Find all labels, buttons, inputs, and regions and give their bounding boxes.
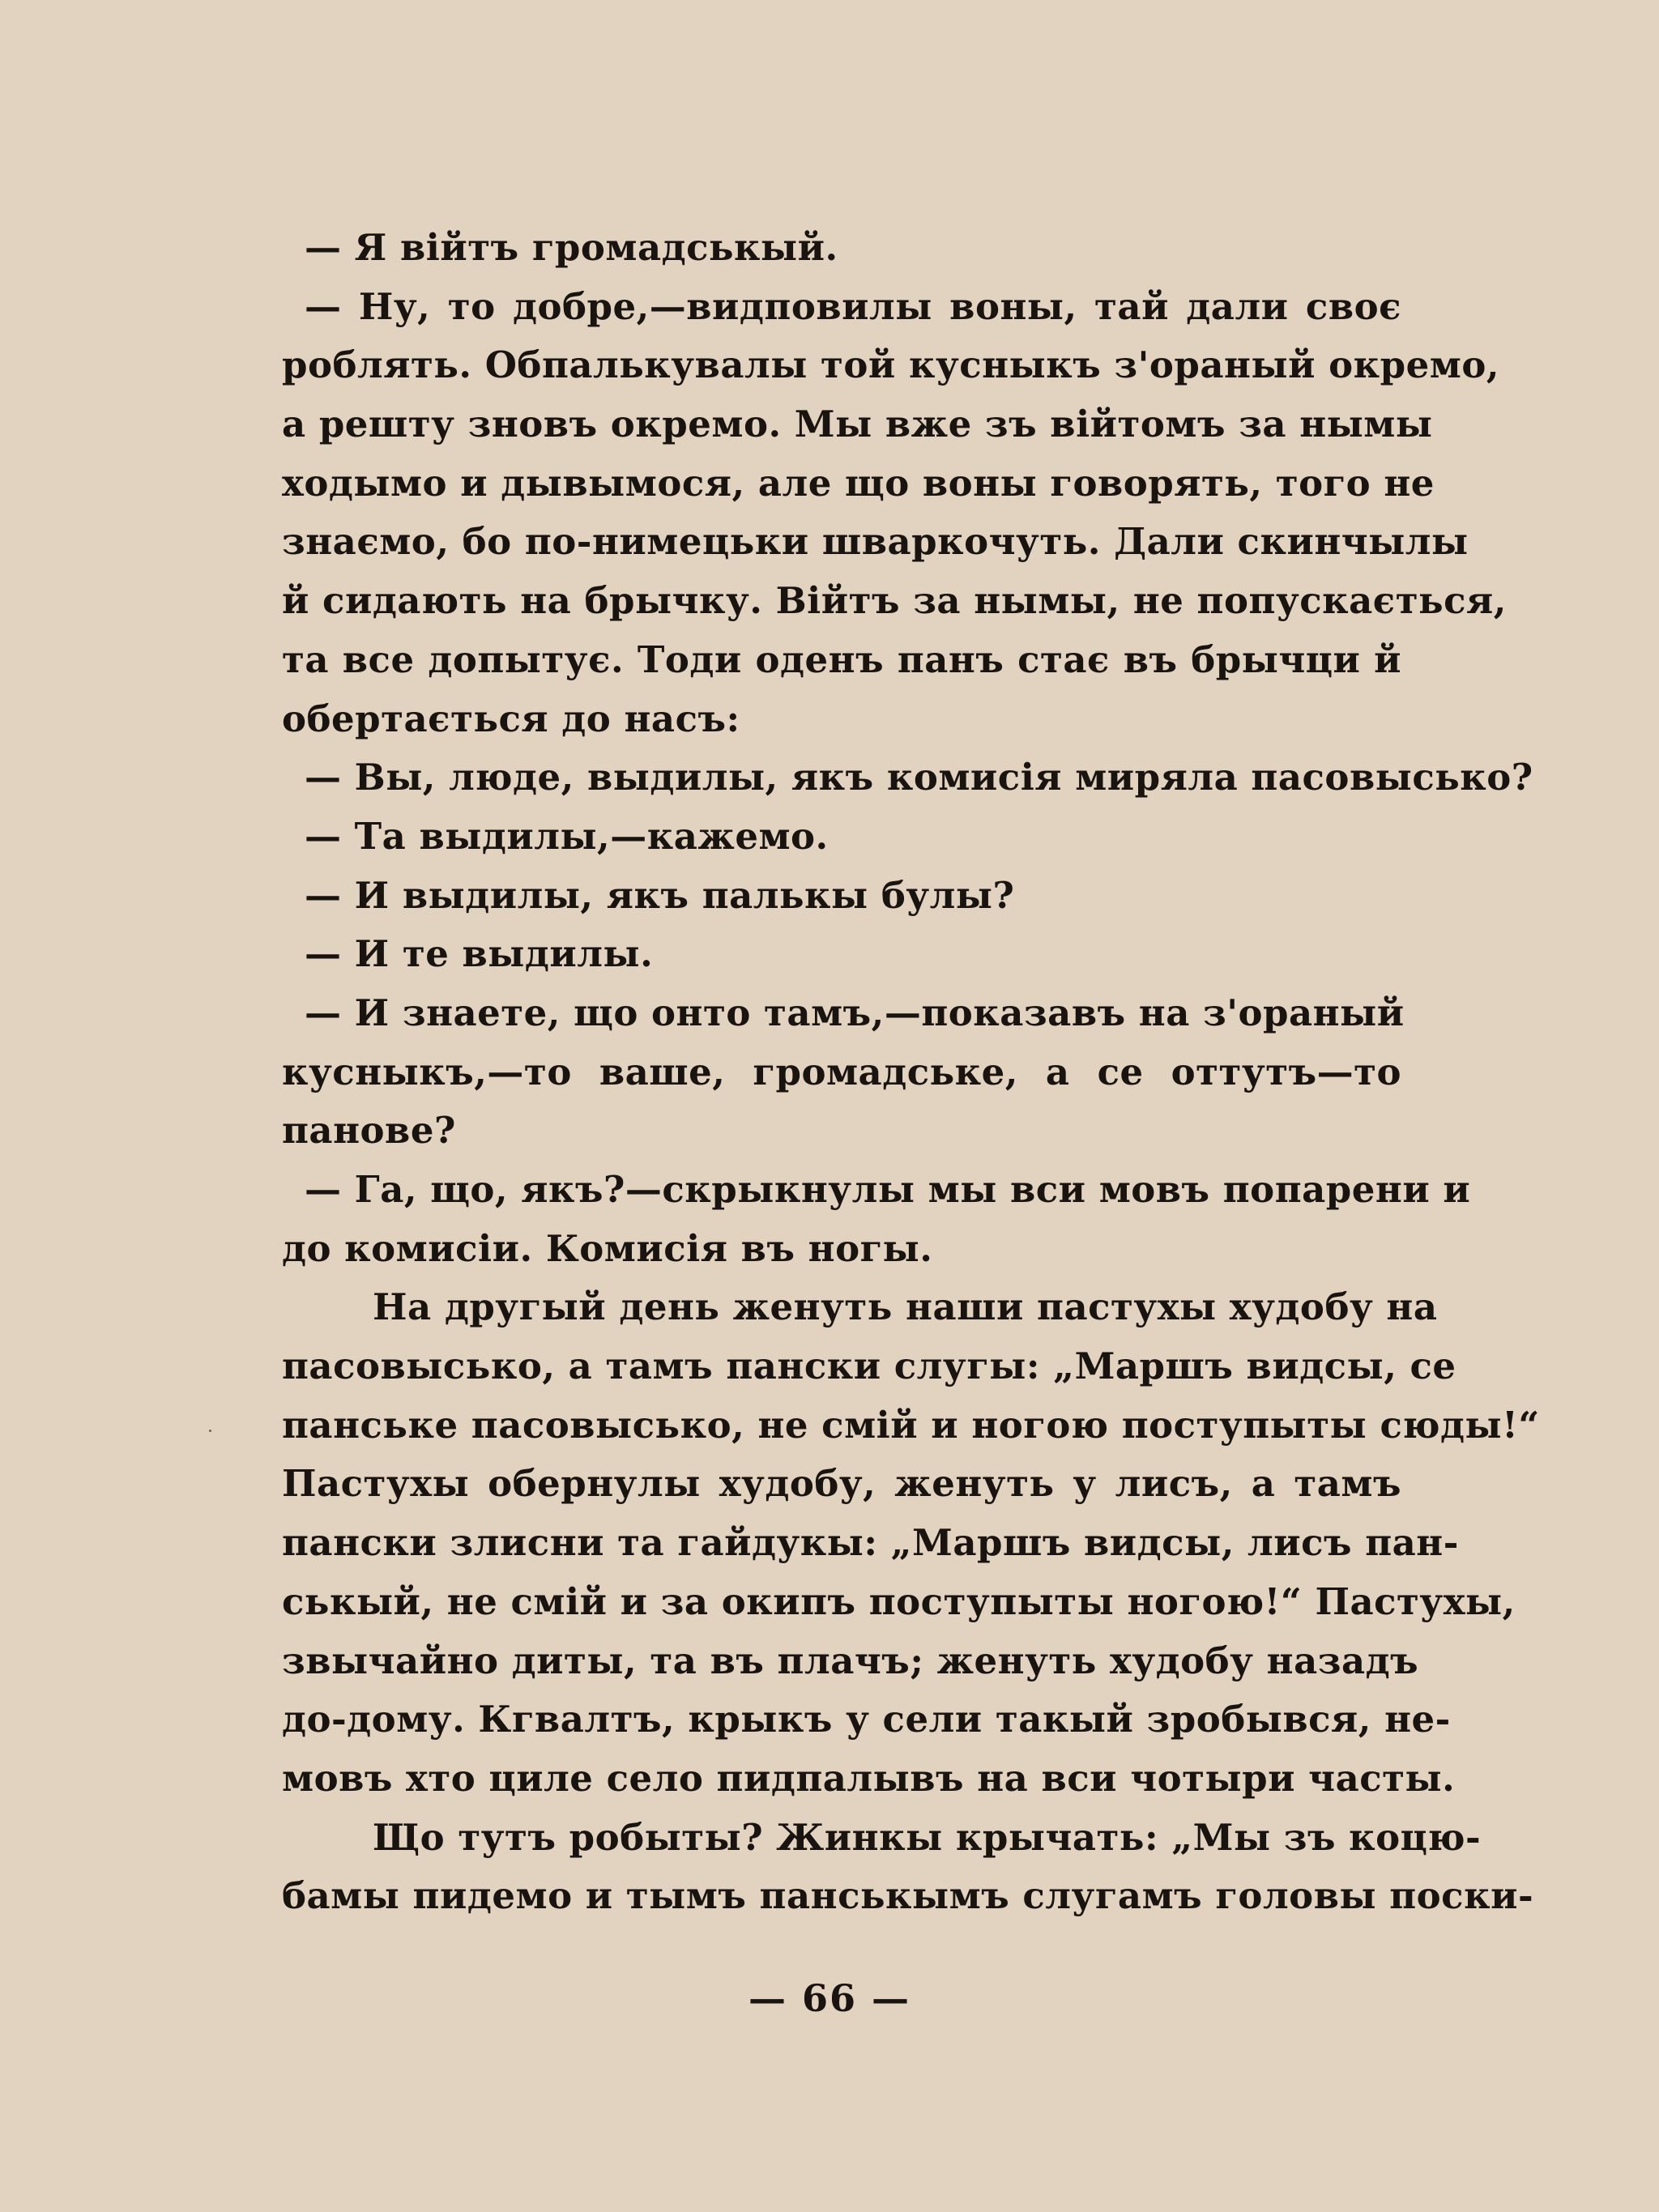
- text-line: ськый, не смій и за окипъ поступыты ногою!“ Пастухы,: [282, 1579, 1516, 1623]
- text-line: — Га, що, якъ?—скрыкнулы мы вси мовъ попарени и: [305, 1168, 1471, 1211]
- text-line: мовъ хто циле село пидпалывъ на вси чотыри часты.: [282, 1756, 1456, 1800]
- text-line: й сидають на брычку. Війтъ за нымы, не попускається,: [282, 579, 1507, 623]
- text-line: — Та выдилы,—кажемо.: [305, 814, 829, 858]
- text-line: роблять. Обпалькувалы той кусныкъ з'ораный окремо,: [282, 343, 1500, 387]
- text-line: — И те выдилы.: [305, 932, 654, 976]
- paper-speck: [209, 1430, 211, 1432]
- text-line: Що тутъ робыты? Жинкы крычать: „Мы зъ коцю-: [373, 1815, 1482, 1859]
- text-line: пасовысько, а тамъ пански слугы: „Маршъ видсы, се: [282, 1345, 1456, 1388]
- text-line: знаємо, бо по-нимецьки шваркочуть. Дали скинчылы: [282, 520, 1469, 564]
- text-line: бамы пидемо и тымъ панськымъ слугамъ головы поски-: [282, 1874, 1534, 1918]
- body-text: [282, 219, 1540, 1926]
- text-line: — Я війтъ громадськый.: [305, 226, 838, 269]
- text-line: до-дому. Кгвалтъ, крыкъ у сели такый зробывся, не-: [282, 1698, 1451, 1741]
- text-line: до комисіи. Комисія въ ногы.: [282, 1226, 933, 1270]
- text-line: а решту зновъ окремо. Мы вже зъ війтомъ за нымы: [282, 403, 1433, 446]
- text-line: звычайно диты, та въ плачъ; женуть худобу назадъ: [282, 1639, 1419, 1682]
- text-line: — Вы, люде, выдилы, якъ комисія миряла пасовысько?: [305, 756, 1533, 799]
- text-line: — И знаете, що онто тамъ,—показавъ на з'ораный: [305, 991, 1405, 1034]
- text-line: — И выдилы, якъ палькы булы?: [305, 873, 1015, 917]
- text-line: Пастухы обернулы худобу, женуть у лисъ, а тамъ: [282, 1462, 1401, 1506]
- text-line: — Ну, то добре,—видповилы воны, тай дали своє: [305, 284, 1401, 328]
- page-number: — 66 —: [748, 1976, 911, 2020]
- text-line: пански злисни та гайдукы: „Маршъ видсы, лисъ пан-: [282, 1521, 1459, 1565]
- text-line: На другый день женуть наши пастухы худобу на: [373, 1285, 1438, 1329]
- text-line: панське пасовысько, не смій и ногою поступыты сюды!“: [282, 1403, 1540, 1447]
- text-line: обертається до насъ:: [282, 697, 740, 740]
- text-line: панове?: [282, 1109, 456, 1153]
- text-line: та все допытує. Тоди оденъ панъ стає въ брычци й: [282, 637, 1401, 681]
- text-line: ходымо и дывымося, але що воны говорять, того не: [282, 461, 1435, 505]
- text-line: кусныкъ,—то ваше, громадське, а се оттутъ—то: [282, 1050, 1401, 1093]
